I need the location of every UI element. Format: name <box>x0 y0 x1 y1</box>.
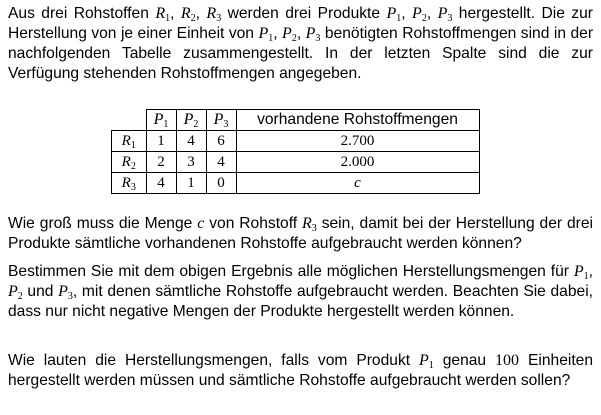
header-p1: $P_1$ <box>146 110 176 131</box>
math-r3: $R_3$ <box>206 5 222 24</box>
table-cell: 4 <box>176 131 206 152</box>
table-cell: 4 <box>206 152 236 173</box>
table-cell-amount: c <box>236 173 479 194</box>
table-cell: 3 <box>176 152 206 173</box>
header-p2: $P_2$ <box>176 110 206 131</box>
table-cell: 4 <box>146 173 176 194</box>
header-available-amounts: vorhandene Rohstoffmengen <box>236 110 479 131</box>
header-p3: $P_3$ <box>206 110 236 131</box>
table-cell-amount: 2.700 <box>236 131 479 152</box>
question-1: Wie groß muss die Menge c von Rohstoff $R_3$ sein, damit bei der Herstellung der drei Produkte sämtliche vorhandenen Rohstoffe aufgebraucht werden können? <box>8 215 593 252</box>
math-p1-q3: $P_1$ <box>419 352 434 371</box>
math-p3-q2: $P_3$ <box>58 283 73 302</box>
math-p2-q2: $P_2$ <box>8 283 23 302</box>
math-c: c <box>197 215 205 232</box>
question-2: Bestimmen Sie mit dem obigen Ergebnis alle möglichen Herstellungsmengen für $P_1$, $P_2$ und $P_3$, mit denen sämtliche Rohstoffe aufgebraucht werden. Beachten Sie dabei, dass nur nicht negative Mengen der Produkte hergestellt werden können. <box>8 263 593 320</box>
math-p2b: $P_2$ <box>282 25 297 44</box>
table-cell-amount: 2.000 <box>236 152 479 173</box>
resource-table <box>111 109 480 194</box>
math-p1-q2: $P_1$ <box>573 263 589 282</box>
intro-text-2: werden drei Produkte <box>221 5 387 22</box>
document-page <box>8 4 594 389</box>
resource-table-wrapper <box>111 109 480 194</box>
row-label-r2: $R_2$ <box>112 152 147 173</box>
math-p1: $P_1$ <box>386 5 402 24</box>
row-label-r1: $R_1$ <box>112 131 147 152</box>
table-cell: 1 <box>176 173 206 194</box>
intro-paragraph: Aus drei Rohstoffen $R_1$, $R_2$, $R_3$ werden drei Produkte $P_1$, $P_2$, $P_3$ hergestellt. Die zur Herstellung von je einer Einheit von $P_1$, $P_2$, $P_3$ benötigten Rohstoffmengen sind in der nachfolgenden Tabelle zusammengestellt. In der letzten Spalte sind die zur Verfügung stehenden Rohstoffmengen angegeben. <box>8 5 594 82</box>
math-p3: $P_3$ <box>437 5 453 24</box>
math-r1: $R_1$ <box>155 5 171 24</box>
math-r2: $R_2$ <box>180 5 196 24</box>
intro-text-1: Aus drei Rohstoffen <box>8 5 156 22</box>
math-r3-q1: $R_3$ <box>302 215 317 234</box>
row-label-r3: $R_3$ <box>112 173 147 194</box>
table-cell: 1 <box>146 131 176 152</box>
question-3: Wie lauten die Herstellungsmengen, falls vom Produkt $P_1$ genau 100 Einheiten hergestellt werden müssen und sämtliche Rohstoffe aufgebraucht werden sollen? <box>8 352 594 389</box>
table-corner-cell <box>112 110 147 131</box>
math-p1b: $P_1$ <box>258 25 274 44</box>
math-100: 100 <box>495 352 520 369</box>
table-cell: 6 <box>206 131 236 152</box>
table-row <box>112 131 480 152</box>
table-row <box>112 173 480 194</box>
math-p2: $P_2$ <box>412 5 427 24</box>
intro-text-3: hergestellt. Die zur Herstellung von je einer Einheit von <box>8 5 593 42</box>
table-cell: 2 <box>146 152 176 173</box>
table-cell: 0 <box>206 173 236 194</box>
math-p3b: $P_3$ <box>305 25 321 44</box>
intro-text-4: benötigten Rohstoffmengen sind in der nachfolgenden Tabelle zusammengestellt. In der letzten Spalte sind die zur Verfügung stehenden Rohstoffmengen angegeben. <box>8 25 594 82</box>
table-row <box>112 152 480 173</box>
table-header-row <box>112 110 480 131</box>
